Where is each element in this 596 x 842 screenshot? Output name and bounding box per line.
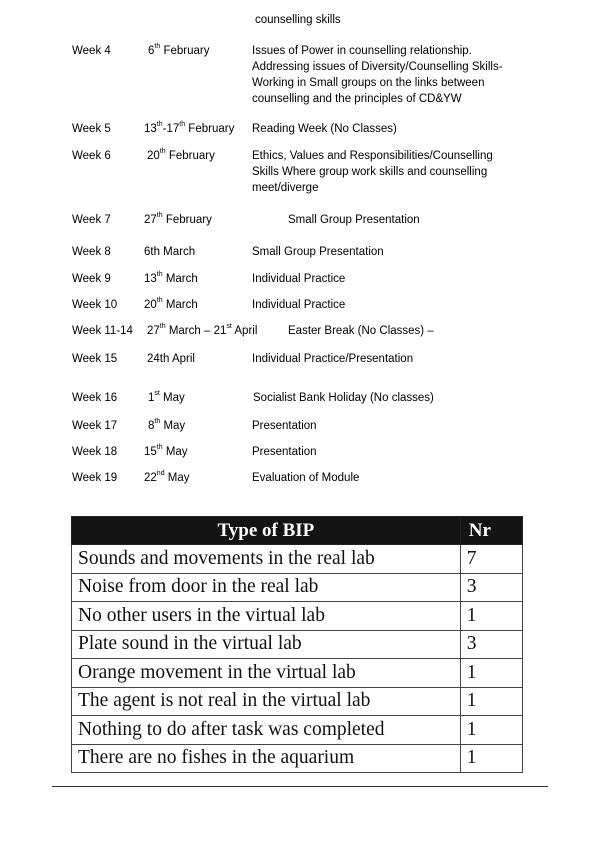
horizontal-rule: [52, 786, 548, 787]
session-description: Individual Practice: [252, 273, 346, 285]
week-label: Week 19: [72, 472, 118, 484]
bip-type-cell: No other users in the virtual lab: [72, 602, 461, 631]
bip-type-cell: Orange movement in the virtual lab: [72, 659, 461, 688]
bip-count-cell: 1: [460, 602, 522, 631]
date-label: 13th-17th February: [144, 121, 235, 135]
carryover-text: counselling skills: [255, 14, 341, 26]
week-label: Week 18: [72, 446, 118, 458]
week-label: Week 11-14: [72, 325, 133, 337]
bip-count-cell: 3: [460, 630, 522, 659]
bip-count-cell: 1: [460, 744, 522, 773]
week-label: Week 5: [72, 123, 111, 135]
date-label: 24th April: [147, 353, 195, 365]
week-label: Week 9: [72, 273, 111, 285]
session-description: Presentation: [252, 420, 317, 432]
week-label: Week 7: [72, 214, 111, 226]
bip-type-cell: Nothing to do after task was completed: [72, 716, 461, 745]
bip-type-cell: Plate sound in the virtual lab: [72, 630, 461, 659]
date-label: 1st May: [148, 390, 185, 404]
date-label: 27th February: [144, 212, 212, 226]
session-description: Evaluation of Module: [252, 472, 360, 484]
bip-count-cell: 3: [460, 573, 522, 602]
week-label: Week 17: [72, 420, 118, 432]
header-nr: Nr: [460, 517, 522, 545]
bip-type-cell: Sounds and movements in the real lab: [72, 545, 461, 574]
session-description: Socialist Bank Holiday (No classes): [253, 392, 434, 404]
table-row: [72, 687, 523, 716]
session-description: Individual Practice/Presentation: [252, 353, 414, 365]
date-label: 15th May: [144, 444, 188, 458]
bip-type-cell: The agent is not real in the virtual lab: [72, 687, 461, 716]
session-description: Small Group Presentation: [288, 214, 420, 226]
session-description: Individual Practice: [252, 299, 346, 311]
table-row: [72, 630, 523, 659]
bip-type-cell: There are no fishes in the aquarium: [72, 744, 461, 773]
session-description: Easter Break (No Classes) –: [288, 325, 434, 337]
header-type-of-bip: Type of BIP: [72, 517, 461, 545]
table-row: [72, 573, 523, 602]
week-label: Week 16: [72, 392, 118, 404]
table-row: [72, 545, 523, 574]
bip-count-cell: 1: [460, 716, 522, 745]
date-label: 6th February: [148, 43, 210, 57]
bip-count-cell: 1: [460, 687, 522, 716]
bip-table: [71, 516, 523, 773]
bip-count-cell: 1: [460, 659, 522, 688]
table-header-row: [72, 517, 523, 545]
table-row: [72, 659, 523, 688]
session-description: Issues of Power in counselling relationship. Addressing issues of Diversity/Counselling Skills-Working in Small groups on the links between counselling and the principles of CD&YW: [252, 45, 503, 105]
date-label: 20th March: [144, 297, 198, 311]
session-description: Presentation: [252, 446, 317, 458]
date-label: 27th March – 21st April: [147, 323, 258, 337]
week-label: Week 6: [72, 150, 111, 162]
table-row: [72, 602, 523, 631]
week-label: Week 8: [72, 246, 111, 258]
bip-type-cell: Noise from door in the real lab: [72, 573, 461, 602]
table-row: [72, 744, 523, 773]
session-description: Reading Week (No Classes): [252, 123, 397, 135]
date-label: 13th March: [144, 271, 198, 285]
session-description: Ethics, Values and Responsibilities/Counselling Skills Where group work skills and counselling meet/diverge: [252, 150, 493, 194]
week-label: Week 10: [72, 299, 118, 311]
date-label: 8th May: [148, 418, 186, 432]
week-label: Week 15: [72, 353, 118, 365]
session-description: Small Group Presentation: [252, 246, 384, 258]
date-label: 6th March: [144, 246, 196, 258]
week-label: Week 4: [72, 45, 111, 57]
date-label: 22nd May: [144, 470, 190, 484]
date-label: 20th February: [147, 148, 215, 162]
bip-count-cell: 7: [460, 545, 522, 574]
table-row: [72, 716, 523, 745]
